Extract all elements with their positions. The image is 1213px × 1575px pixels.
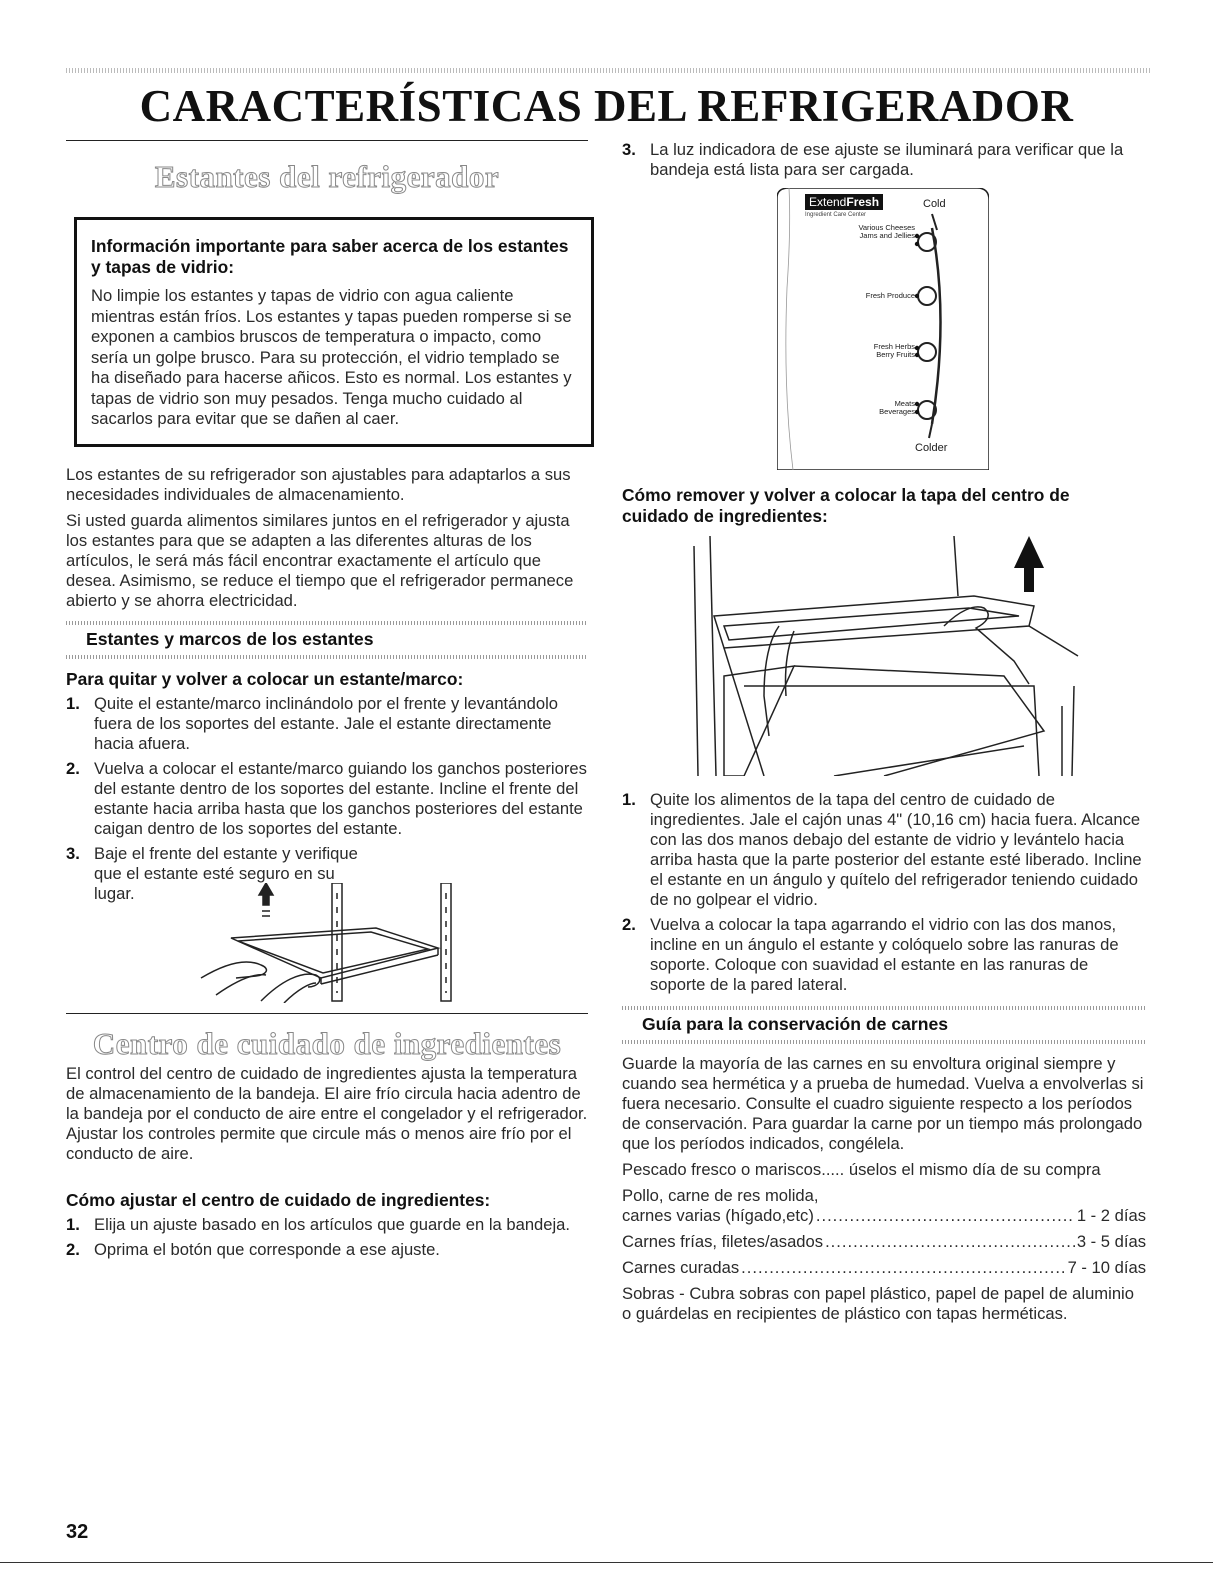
right-column — [622, 140, 1146, 1323]
up-arrow-icon — [1014, 536, 1044, 592]
list-item: 3. Baje el frente del estante y verifique que el estante esté seguro en su lugar. — [66, 843, 358, 903]
table-row: Carnes frías, filetes/asados ..... 3 - 5 días — [622, 1232, 1146, 1252]
info-text: No limpie los estantes y tapas de vidrio con agua caliente mientras están fríos. Los estantes y tapas pueden romperse si se exponen a cambios bruscos de temperatura o impacto, como sería un golpe brusco. Para su protección, el vidrio templado se ha diseñado para hacerse añicos. Esto es normal. Los estantes y tapas de vidrio son muy pesados. Tenga mucho cuidado al sacarlos para evitar que se dañen al caer. — [91, 286, 572, 428]
subhead-meat-guide: Guía para la conservación de carnes — [622, 1006, 1146, 1044]
shelves-paragraph-1: Los estantes de su refrigerador son ajustables para adaptarlos a sus necesidades individuales de almacenamiento. — [66, 464, 571, 504]
list-item: 2. Oprima el botón que corresponde a ese ajuste. — [66, 1239, 440, 1259]
bottom-rule — [0, 1562, 1213, 1563]
adjust-steps — [66, 1215, 588, 1260]
setting-button-meats[interactable]: Meats Beverages — [879, 399, 915, 416]
control-panel-frame — [777, 188, 989, 470]
meat-guide-intro: Guarde la mayoría de las carnes en su envoltura original siempre y cuando sea hermética y a prueba de humedad. Vuelva a envolverlas si fuera necesario. Consulte el cuadro siguiente respecto a los períodos de conservación. Para guardar la carne por un tiempo más prolongado que los períodos indicados, congélela. — [622, 1054, 1144, 1153]
adjust-heading: Cómo ajustar el centro de cuidado de ingredientes: — [66, 1189, 491, 1210]
cover-removal-illustration — [684, 536, 1084, 776]
remove-shelf-heading: Para quitar y volver a colocar un estante/marco: — [66, 668, 464, 689]
brand-logo: ExtendFresh — [805, 194, 883, 210]
section-rule — [66, 140, 588, 141]
subhead-shelves-frames: Estantes y marcos de los estantes — [66, 621, 588, 659]
colder-label: Colder — [915, 442, 948, 454]
setting-button-produce[interactable]: Fresh Produce — [865, 291, 915, 300]
list-item: 2. Vuelva a colocar la tapa agarrando el vidrio con las dos manos, incline en un ángulo el estante y colóquelo sobre las ranuras de soporte. Coloque con suavidad el estante en las ranuras de soporte de la pared lateral. — [622, 915, 1119, 994]
top-dotted-rule — [66, 68, 1150, 73]
remove-cover-steps — [622, 790, 1146, 1000]
table-row: carnes varias (hígado,etc) ..... 1 - 2 días — [622, 1206, 1146, 1226]
list-item: 1. Elija un ajuste basado en los artículos que guarde en la bandeja. — [66, 1214, 571, 1234]
meat-guide-section — [622, 1004, 1146, 1330]
list-item: 2. Vuelva a colocar el estante/marco guiando los ganchos posteriores del estante dentro de los soportes del estante. Incline el frente del estante hacia arriba hasta que los ganchos posteriores del estante caigan dentro de los soportes del estante. — [66, 758, 587, 838]
leftovers-note: Sobras - Cubra sobras con papel plástico, papel de papel de aluminio o guárdelas en recipientes de plástico con tapas herméticas. — [622, 1284, 1134, 1323]
list-item: 3. La luz indicadora de ese ajuste se iluminará para verificar que la bandeja está lista para ser cargada. — [622, 140, 1124, 179]
section-rule — [66, 1013, 588, 1014]
section-title-ingredient-center: Centro de cuidado de ingredientes — [92, 1025, 562, 1061]
page-number: 32 — [66, 1521, 89, 1543]
list-item: 1. Quite el estante/marco inclinándolo por el frente y levantándolo fuera de los soportes del estante. Jale el estante directamente hacia afuera. — [66, 693, 558, 753]
section-title-shelves: Estantes del refrigerador — [154, 159, 500, 194]
setting-button-cheeses[interactable]: Various Cheeses Jams and Jellies — [858, 223, 915, 240]
remove-cover-heading: Cómo remover y volver a colocar la tapa del centro de cuidado de ingredientes: — [622, 485, 1070, 526]
table-row: Carnes curadas ..... 7 - 10 días — [622, 1258, 1146, 1278]
poultry-line: Pollo, carne de res molida, — [622, 1186, 819, 1205]
setting-button-herbs[interactable]: Fresh Herbs Berry Fruits — [873, 342, 915, 359]
shelf-steps — [66, 694, 588, 904]
ingredient-center-intro: El control del centro de cuidado de ingredientes ajusta la temperatura de almacenamiento de la bandeja. El aire frío circula hacia adentro de la bandeja por el conducto de aire entre el congelador y el refrigerador. Ajustar los controles permite que circule más o menos aire frío por el conducto de aire. — [66, 1063, 588, 1163]
adjust-steps-continued — [622, 140, 1146, 180]
info-heading: Información importante para saber acerca de los estantes y tapas de vidrio: — [91, 236, 569, 277]
list-item: 1. Quite los alimentos de la tapa del centro de cuidado de ingredientes. Jale el cajón unas 4" (10,16 cm) hacia fuera. Alcance con las dos manos debajo del estante de vidrio y levántelo hacia arriba hasta que la parte posterior del estante esté liberado. Incline el estante en un ángulo y quítelo del refrigerador teniendo cuidado de no golpear el vidrio. — [622, 790, 1142, 909]
brand-subtitle: Ingredient Care Center — [805, 212, 867, 218]
cold-label: Cold — [923, 198, 946, 210]
shelves-paragraph-2: Si usted guarda alimentos similares juntos en el refrigerador y ajusta los estantes para que se adapten a las diferentes alturas de los artículos, le será más fácil encontrar exactamente el artículo que desea. Asimismo, se reduce el tiempo que el refrigerador permanece abierto y se ahorra electricidad. — [66, 510, 574, 610]
important-info-box — [74, 217, 594, 447]
left-column — [66, 140, 588, 1265]
page-title: CARACTERÍSTICAS DEL REFRIGERADOR — [139, 81, 1074, 131]
fish-row: Pescado fresco o mariscos..... úselos el mismo día de su compra — [622, 1160, 1101, 1179]
